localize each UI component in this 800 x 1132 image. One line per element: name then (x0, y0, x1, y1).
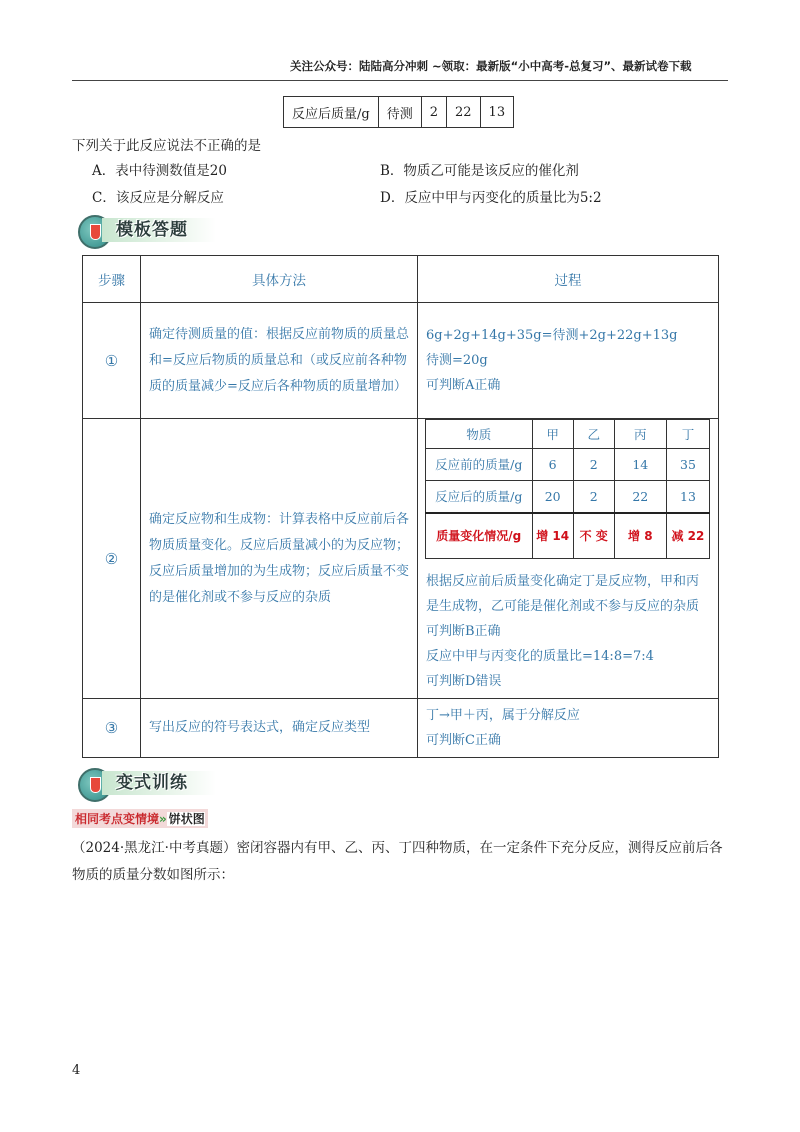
step-number: ② (83, 419, 141, 699)
process-line: 可判断C正确 (426, 733, 501, 748)
tag-tail: 饼状图 (168, 812, 205, 826)
header-step: 步骤 (83, 256, 141, 303)
inner-cell: 增 14 (532, 513, 573, 559)
cell-yi: 2 (421, 97, 446, 128)
process-cell (418, 699, 719, 758)
mass-change-table (425, 419, 710, 559)
question-paragraph: （2024·黑龙江·中考真题）密闭容器内有甲、乙、丙、丁四种物质，在一定条件下充分反应，测得反应前后各物质的质量分数如图所示： (72, 840, 723, 883)
variant-training-banner (78, 768, 278, 798)
template-answer-banner (78, 215, 278, 245)
inner-header: 乙 (573, 420, 614, 449)
option-d: D．反应中甲与丙变化的质量比为5:2 (380, 190, 602, 206)
inner-cell: 反应前的质量/g (426, 449, 533, 481)
inner-cell: 质量变化情况/g (426, 513, 533, 559)
table-header-row (83, 256, 719, 303)
table-row (83, 419, 719, 699)
process-cell (418, 419, 719, 699)
cell-bing: 22 (447, 97, 481, 128)
inner-cell: 增 8 (614, 513, 666, 559)
header-method: 具体方法 (141, 256, 418, 303)
process-line: 待测=20g (426, 353, 488, 368)
reaction-after-table (283, 96, 514, 128)
inner-cell: 22 (614, 481, 666, 514)
double-arrow-icon: » (159, 812, 167, 826)
process-line: 可判断D错误 (426, 674, 502, 689)
context-tag (72, 809, 208, 828)
inner-header: 丙 (614, 420, 666, 449)
page-number: 4 (72, 1063, 81, 1078)
table-row (426, 481, 710, 514)
table-row (426, 420, 710, 449)
step-number: ① (83, 303, 141, 419)
inner-cell: 减 22 (666, 513, 709, 559)
banner-title: 变式训练 (102, 771, 216, 795)
inner-cell: 不 变 (573, 513, 614, 559)
tag-main: 相同考点变情境 (75, 812, 160, 826)
option-c: C．该反应是分解反应 (92, 190, 224, 206)
cell-jia: 待测 (378, 97, 421, 128)
banner-title: 模板答题 (102, 218, 216, 242)
inner-header: 甲 (532, 420, 573, 449)
option-a: A．表中待测数值是20 (92, 163, 227, 179)
page-header: 关注公众号：陆陆高分冲刺 ~领取：最新版“小中高考-总复习”、最新试卷下载 (290, 59, 692, 73)
process-line: 根据反应前后质量变化确定丁是反应物，甲和丙是生成物，乙可能是催化剂或不参与反应的杂质 (426, 574, 700, 614)
inner-cell: 反应后的质量/g (426, 481, 533, 514)
table-row (284, 97, 514, 128)
table-row (426, 449, 710, 481)
inner-cell: 14 (614, 449, 666, 481)
table-row (426, 513, 710, 559)
solution-table (82, 255, 719, 758)
table-row (83, 303, 719, 419)
header-rule (72, 80, 728, 81)
method-text: 确定待测质量的值：根据反应前物质的质量总和=反应后物质的质量总和（或反应前各种物质的质量减少=反应后各种物质的质量增加） (141, 303, 418, 419)
process-line: 6g+2g+14g+35g=待测+2g+22g+13g (426, 328, 678, 343)
step-number: ③ (83, 699, 141, 758)
cell-ding: 13 (480, 97, 514, 128)
header-process: 过程 (418, 256, 719, 303)
inner-cell: 13 (666, 481, 709, 514)
process-cell (418, 303, 719, 419)
method-text: 写出反应的符号表达式，确定反应类型 (141, 699, 418, 758)
inner-cell: 2 (573, 481, 614, 514)
inner-header: 丁 (666, 420, 709, 449)
inner-header: 物质 (426, 420, 533, 449)
inner-cell: 2 (573, 449, 614, 481)
process-line: 可判断A正确 (426, 378, 501, 393)
process-line: 反应中甲与丙变化的质量比=14:8=7:4 (426, 649, 654, 664)
process-line: 可判断B正确 (426, 624, 501, 639)
question-stem: 下列关于此反应说法不正确的是 (72, 138, 261, 154)
inner-cell: 20 (532, 481, 573, 514)
row-label: 反应后质量/g (284, 97, 379, 128)
option-b: B．物质乙可能是该反应的催化剂 (380, 163, 579, 179)
inner-cell: 35 (666, 449, 709, 481)
method-text: 确定反应物和生成物：计算表格中反应前后各物质质量变化。反应后质量减小的为反应物；反应后质量增加的为生成物；反应后质量不变的是催化剂或不参与反应的杂质 (141, 419, 418, 699)
inner-cell: 6 (532, 449, 573, 481)
table-row (83, 699, 719, 758)
process-line: 丁→甲＋丙，属于分解反应 (426, 708, 580, 723)
